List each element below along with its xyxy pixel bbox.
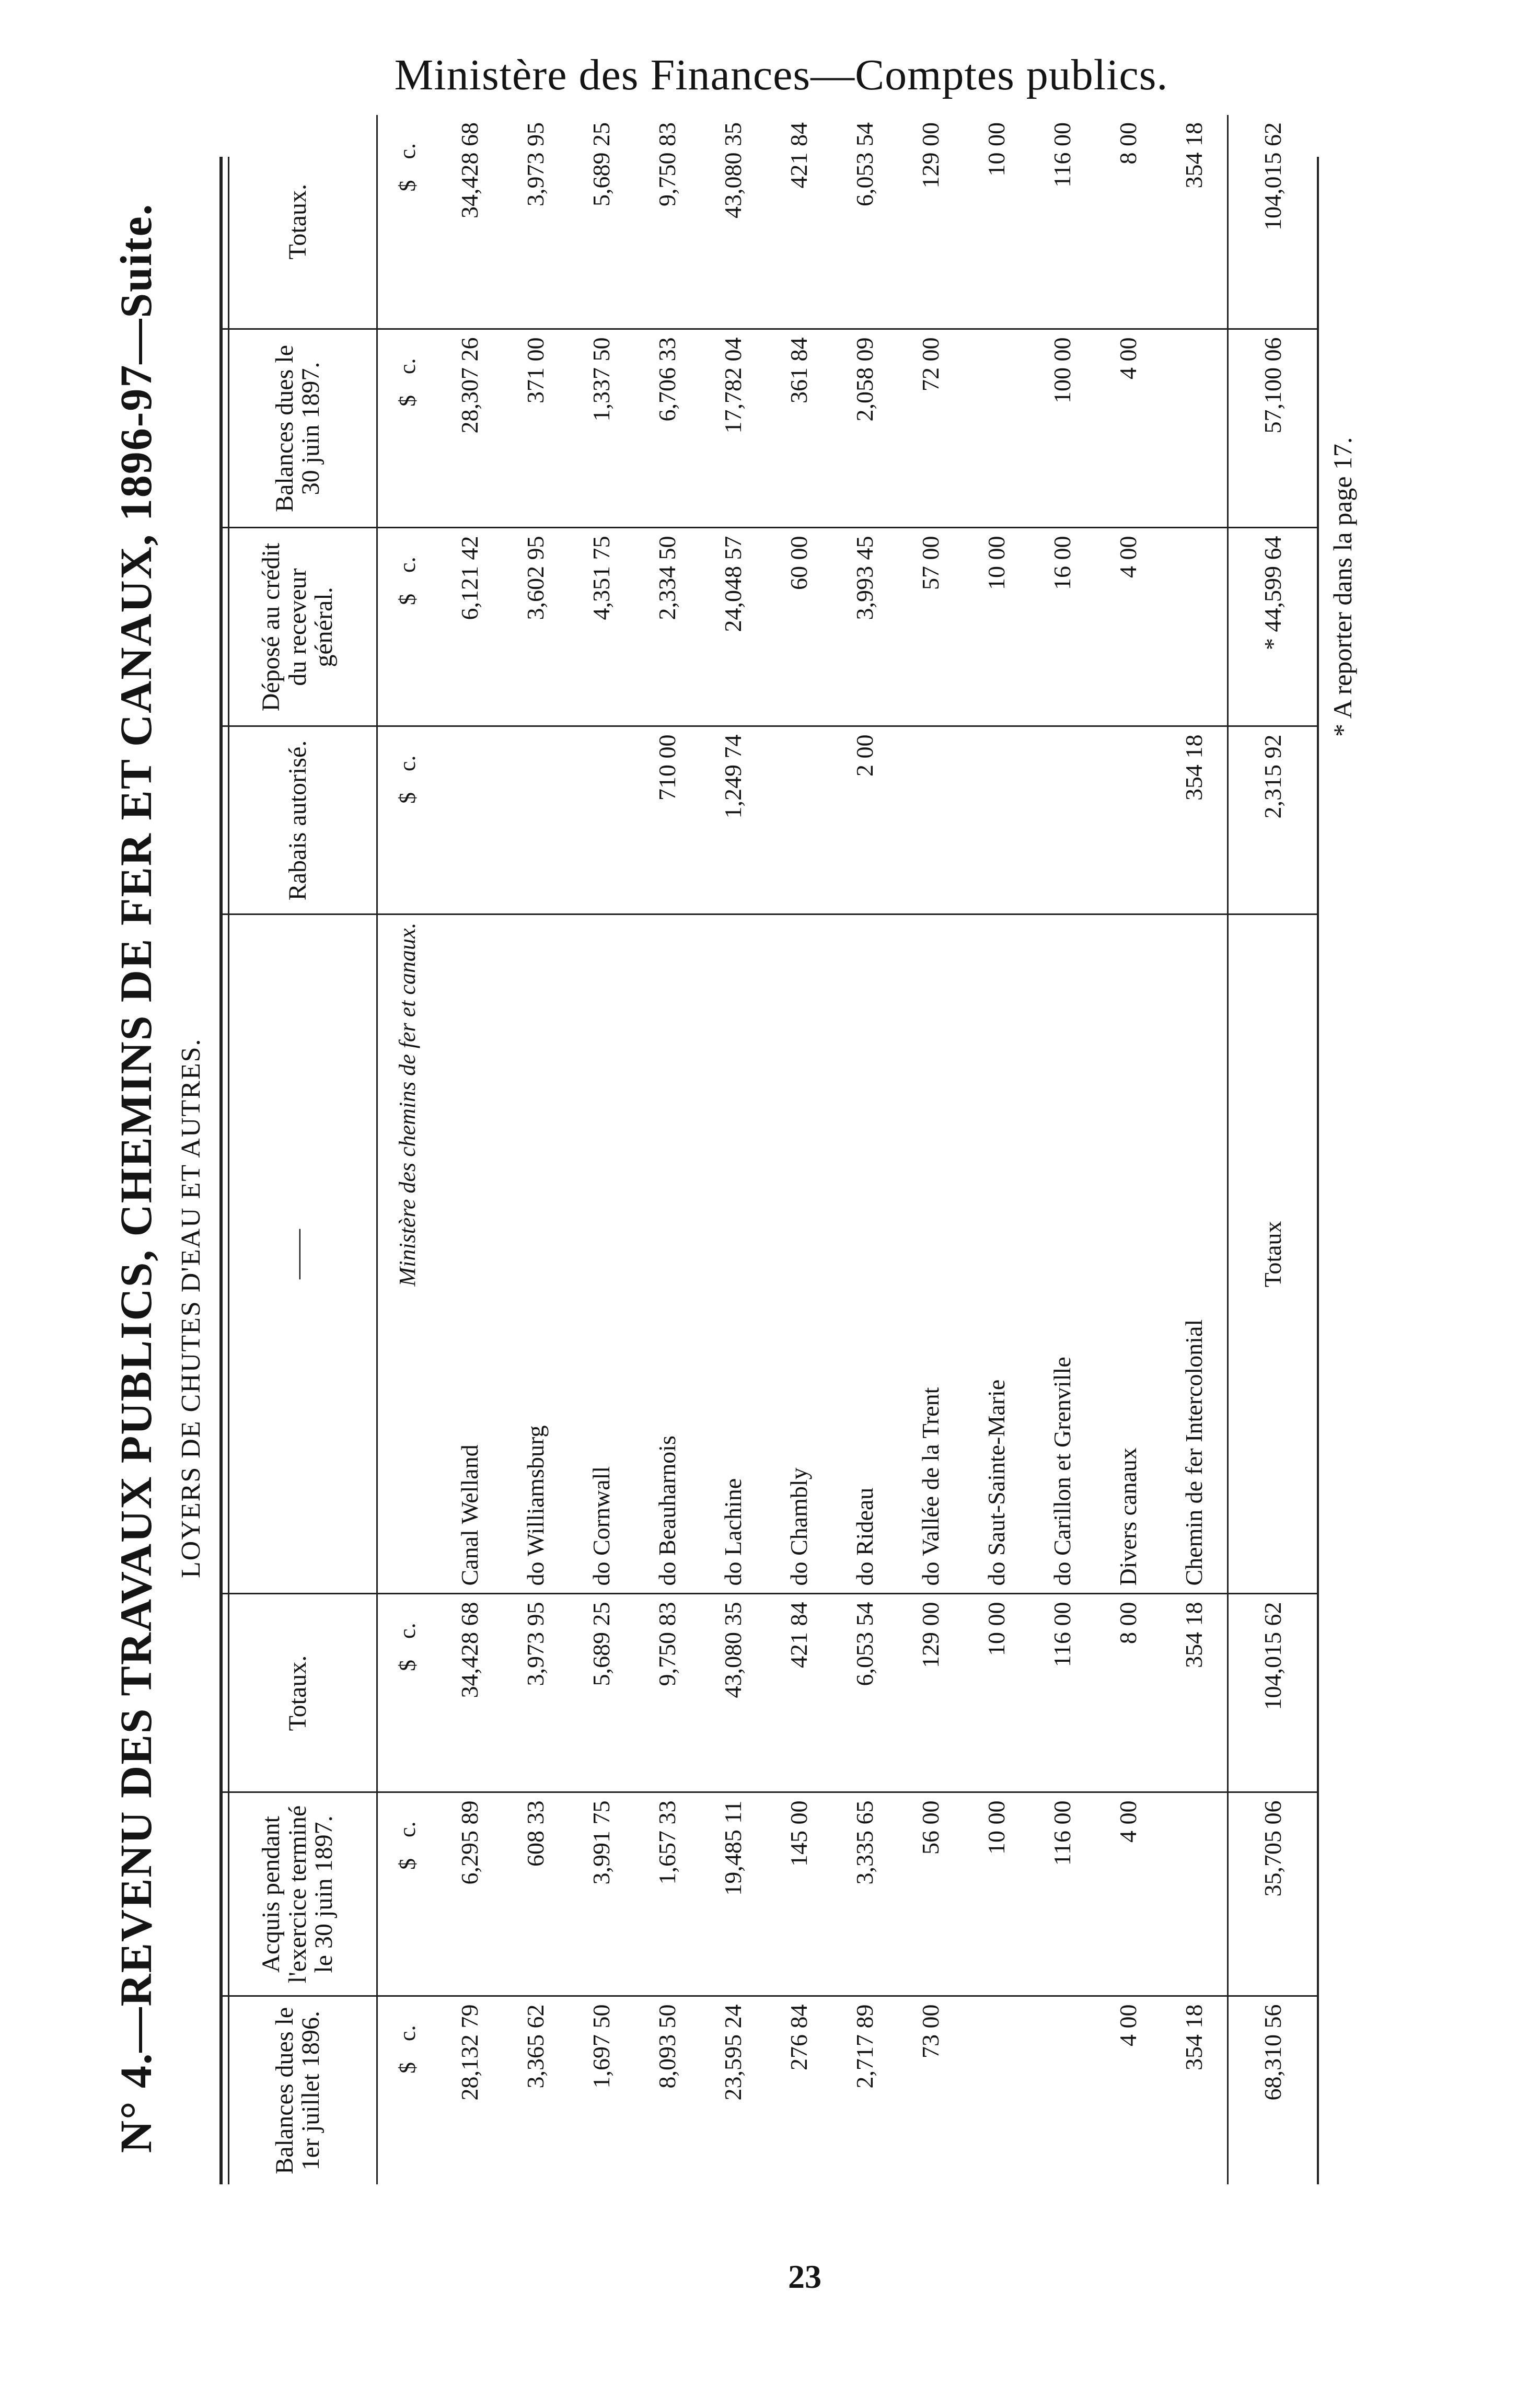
balance-start-cell: 4 00 — [1115, 2004, 1142, 2046]
total-right-cell: 129 00 — [898, 115, 964, 329]
description-cell — [634, 914, 700, 1594]
acquis-cell: 3,335 65 — [832, 1792, 898, 1996]
col-header-description: —— — [219, 914, 377, 1594]
units-cell — [377, 329, 437, 528]
description-label: Williamsburg — [522, 1425, 549, 1556]
total-rabais: 2,315 92 — [1228, 726, 1317, 914]
description-label: Chambly — [785, 1467, 813, 1556]
description-cell — [700, 914, 766, 1594]
balance-end-cell: 100 00 — [1029, 329, 1095, 528]
total-balance-start: 68,310 56 — [1228, 1996, 1317, 2184]
total-balance-end: 57,100 06 — [1228, 329, 1317, 528]
total-left-cell: 116 00 — [1029, 1594, 1095, 1792]
col-header-totaux-right: Totaux. — [219, 115, 377, 329]
balance-end-cell — [1161, 329, 1228, 528]
total-left-cell: 421 84 — [766, 1594, 832, 1792]
unit-dollar: $ — [394, 2062, 420, 2074]
unit-cents: c. — [394, 2025, 420, 2042]
total-right: 104,015 62 — [1228, 115, 1317, 329]
total-right-cell: 3,973 95 — [503, 115, 569, 329]
ditto-prefix: do — [785, 1561, 813, 1586]
total-right-cell: 9,750 83 — [634, 115, 700, 329]
table-row — [503, 115, 569, 2184]
balance-start-cell: 28,132 79 — [456, 2004, 483, 2101]
depose-cell: 3,602 95 — [503, 528, 569, 726]
table-row — [1161, 115, 1228, 2184]
units-cell — [377, 115, 437, 329]
unit-cents: c. — [394, 1623, 420, 1639]
table-row — [898, 115, 964, 2184]
depose-cell: 6,121 42 — [437, 528, 503, 726]
balance-start-cell: 2,717 89 — [851, 2004, 878, 2089]
depose-cell: 16 00 — [1029, 528, 1095, 726]
acquis-cell: 56 00 — [898, 1792, 964, 1996]
rabais-cell — [964, 726, 1029, 914]
balance-start-cell: 276 84 — [785, 2004, 813, 2070]
unit-cents: c. — [394, 1821, 420, 1838]
table-row — [700, 115, 766, 2184]
table-title: N° 4.—REVENU DES TRAVAUX PUBLICS, CHEMINS DE FER ET CANAUX, 1896-97—Suite. — [111, 203, 161, 2153]
balance-end-cell: 17,782 04 — [700, 329, 766, 528]
acquis-cell: 19,485 11 — [700, 1792, 766, 1996]
description-cell — [832, 914, 898, 1594]
total-left-cell: 129 00 — [898, 1594, 964, 1792]
description-label: Canal Welland — [456, 1444, 483, 1586]
description-label: Beauharnois — [654, 1435, 681, 1556]
table-row — [634, 115, 700, 2184]
acquis-cell: 10 00 — [964, 1792, 1029, 1996]
units-cell — [377, 1792, 437, 1996]
col-header-acquis: Acquis pendant l'exercice terminé le 30 juin 1897. — [219, 1792, 377, 1996]
table-row — [569, 115, 634, 2184]
depose-cell: 2,334 50 — [634, 528, 700, 726]
total-acquis: 35,705 06 — [1228, 1792, 1317, 1996]
units-cell — [377, 726, 437, 914]
depose-cell: 3,993 45 — [832, 528, 898, 726]
header-row — [219, 115, 377, 2184]
table-row — [437, 115, 503, 2184]
balance-start-cell: 73 00 — [917, 2004, 944, 2058]
total-right-cell: 43,080 35 — [700, 115, 766, 329]
description-cell — [766, 914, 832, 1594]
ditto-prefix: do — [851, 1561, 878, 1586]
depose-cell: 24,048 57 — [700, 528, 766, 726]
balance-start-cell: 8,093 50 — [654, 2004, 681, 2089]
page-number: 23 — [788, 2258, 821, 2295]
table-subtitle: LOYERS DE CHUTES D'EAU ET AUTRES. — [176, 1038, 206, 1578]
balance-end-cell: 371 00 — [503, 329, 569, 528]
table-row — [1095, 115, 1161, 2184]
acquis-cell: 1,657 33 — [634, 1792, 700, 1996]
unit-cents: c. — [394, 143, 420, 159]
rabais-cell — [1095, 726, 1161, 914]
total-right-cell: 116 00 — [1029, 115, 1095, 329]
depose-cell: 4 00 — [1095, 528, 1161, 726]
balance-end-cell: 6,706 33 — [634, 329, 700, 528]
description-label: Rideau — [851, 1487, 878, 1556]
unit-dollar: $ — [394, 1858, 420, 1870]
col-header-totaux-left: Totaux. — [219, 1594, 377, 1792]
unit-cents: c. — [394, 755, 420, 772]
unit-dollar: $ — [394, 1660, 420, 1672]
totals-row — [1228, 115, 1317, 2184]
total-left: 104,015 62 — [1228, 1594, 1317, 1792]
ledger-table-container — [219, 122, 1317, 2184]
total-depose: * 44,599 64 — [1228, 528, 1317, 726]
description-cell — [898, 914, 964, 1594]
total-left-cell: 3,973 95 — [503, 1594, 569, 1792]
balance-start-cell — [1029, 1996, 1095, 2184]
description-label: Saut-Sainte-Marie — [983, 1379, 1010, 1556]
rabais-cell: 2 00 — [832, 726, 898, 914]
unit-dollar: $ — [394, 594, 420, 606]
unit-dollar: $ — [394, 792, 420, 804]
total-right-cell: 10 00 — [964, 115, 1029, 329]
description-cell — [437, 914, 503, 1594]
balance-end-cell: 4 00 — [1095, 329, 1161, 528]
rabais-cell — [766, 726, 832, 914]
table-row — [766, 115, 832, 2184]
unit-dollar: $ — [394, 180, 420, 192]
total-right-cell: 421 84 — [766, 115, 832, 329]
units-cell — [377, 1996, 437, 2184]
col-header-rabais: Rabais autorisé. — [219, 726, 377, 914]
total-left-cell: 8 00 — [1095, 1594, 1161, 1792]
description-cell — [1161, 914, 1228, 1594]
total-left-cell: 10 00 — [964, 1594, 1029, 1792]
description-label: Carillon et Grenville — [1049, 1357, 1076, 1556]
total-left-cell: 6,053 54 — [832, 1594, 898, 1792]
description-cell — [1029, 914, 1095, 1594]
ledger-table — [219, 115, 1317, 2184]
acquis-cell — [1161, 1792, 1228, 1996]
section-heading: Ministère des chemins de fer et canaux. — [377, 914, 437, 1594]
balance-start-cell: 354 18 — [1180, 2004, 1208, 2070]
units-cell — [377, 528, 437, 726]
ditto-prefix: do — [983, 1561, 1010, 1586]
balance-end-cell: 2,058 09 — [832, 329, 898, 528]
acquis-cell: 608 33 — [503, 1792, 569, 1996]
acquis-cell: 145 00 — [766, 1792, 832, 1996]
rabais-cell — [437, 726, 503, 914]
total-left-cell: 34,428 68 — [437, 1594, 503, 1792]
units-cell — [377, 1594, 437, 1792]
acquis-cell: 6,295 89 — [437, 1792, 503, 1996]
total-right-cell: 8 00 — [1095, 115, 1161, 329]
description-label: Cornwall — [588, 1466, 615, 1556]
total-right-cell: 5,689 25 — [569, 115, 634, 329]
footnote: * A reporter dans la page 17. — [1328, 437, 1357, 737]
total-left-cell: 354 18 — [1161, 1594, 1228, 1792]
depose-cell: 57 00 — [898, 528, 964, 726]
description-cell — [964, 914, 1029, 1594]
table-row — [964, 115, 1029, 2184]
description-label: Lachine — [720, 1478, 747, 1556]
units-row — [377, 115, 437, 2184]
balance-end-cell: 1,337 50 — [569, 329, 634, 528]
table-row — [1029, 115, 1095, 2184]
ditto-prefix: do — [1049, 1561, 1076, 1586]
description-label: Divers canaux — [1115, 1448, 1142, 1586]
unit-dollar: $ — [394, 395, 420, 407]
total-left-cell: 43,080 35 — [700, 1594, 766, 1792]
description-label: Chemin de fer Intercolonial — [1180, 1319, 1208, 1586]
description-label: Vallée de la Trent — [917, 1387, 944, 1556]
rabais-cell — [1029, 726, 1095, 914]
rabais-cell — [503, 726, 569, 914]
depose-cell: 4,351 75 — [569, 528, 634, 726]
description-cell — [569, 914, 634, 1594]
rabais-cell: 1,249 74 — [700, 726, 766, 914]
balance-end-cell — [964, 329, 1029, 528]
ditto-prefix: do — [588, 1561, 615, 1586]
totals-label: Totaux — [1228, 914, 1317, 1594]
ditto-prefix: do — [917, 1561, 944, 1586]
total-left-cell: 9,750 83 — [634, 1594, 700, 1792]
rabais-cell: 354 18 — [1161, 726, 1228, 914]
total-left-cell: 5,689 25 — [569, 1594, 634, 1792]
ditto-prefix: do — [654, 1561, 681, 1586]
total-right-cell: 6,053 54 — [832, 115, 898, 329]
ditto-prefix: do — [720, 1561, 747, 1586]
description-cell — [503, 914, 569, 1594]
ditto-prefix: do — [522, 1561, 549, 1586]
rabais-cell: 710 00 — [634, 726, 700, 914]
unit-cents: c. — [394, 358, 420, 375]
balance-end-cell: 72 00 — [898, 329, 964, 528]
acquis-cell: 116 00 — [1029, 1792, 1095, 1996]
depose-cell — [1161, 528, 1228, 726]
depose-cell: 10 00 — [964, 528, 1029, 726]
total-right-cell: 354 18 — [1161, 115, 1228, 329]
balance-end-cell: 28,307 26 — [437, 329, 503, 528]
col-header-depose: Déposé au crédit du receveur général. — [219, 528, 377, 726]
unit-cents: c. — [394, 557, 420, 573]
acquis-cell: 3,991 75 — [569, 1792, 634, 1996]
description-cell — [1095, 914, 1161, 1594]
depose-cell: 60 00 — [766, 528, 832, 726]
col-header-balances-end: Balances dues le 30 juin 1897. — [219, 329, 377, 528]
balance-end-cell: 361 84 — [766, 329, 832, 528]
acquis-cell: 4 00 — [1095, 1792, 1161, 1996]
frame-rule-bottom — [1317, 157, 1319, 2184]
page-header: Ministère des Finances—Comptes publics. — [394, 51, 1168, 99]
balance-start-cell: 1,697 50 — [588, 2004, 615, 2089]
rabais-cell — [898, 726, 964, 914]
balance-start-cell — [964, 1996, 1029, 2184]
col-header-balances-start: Balances dues le 1er juillet 1896. — [219, 1996, 377, 2184]
balance-start-cell: 23,595 24 — [720, 2004, 747, 2101]
balance-start-cell: 3,365 62 — [522, 2004, 549, 2089]
rabais-cell — [569, 726, 634, 914]
table-row — [832, 115, 898, 2184]
total-right-cell: 34,428 68 — [437, 115, 503, 329]
